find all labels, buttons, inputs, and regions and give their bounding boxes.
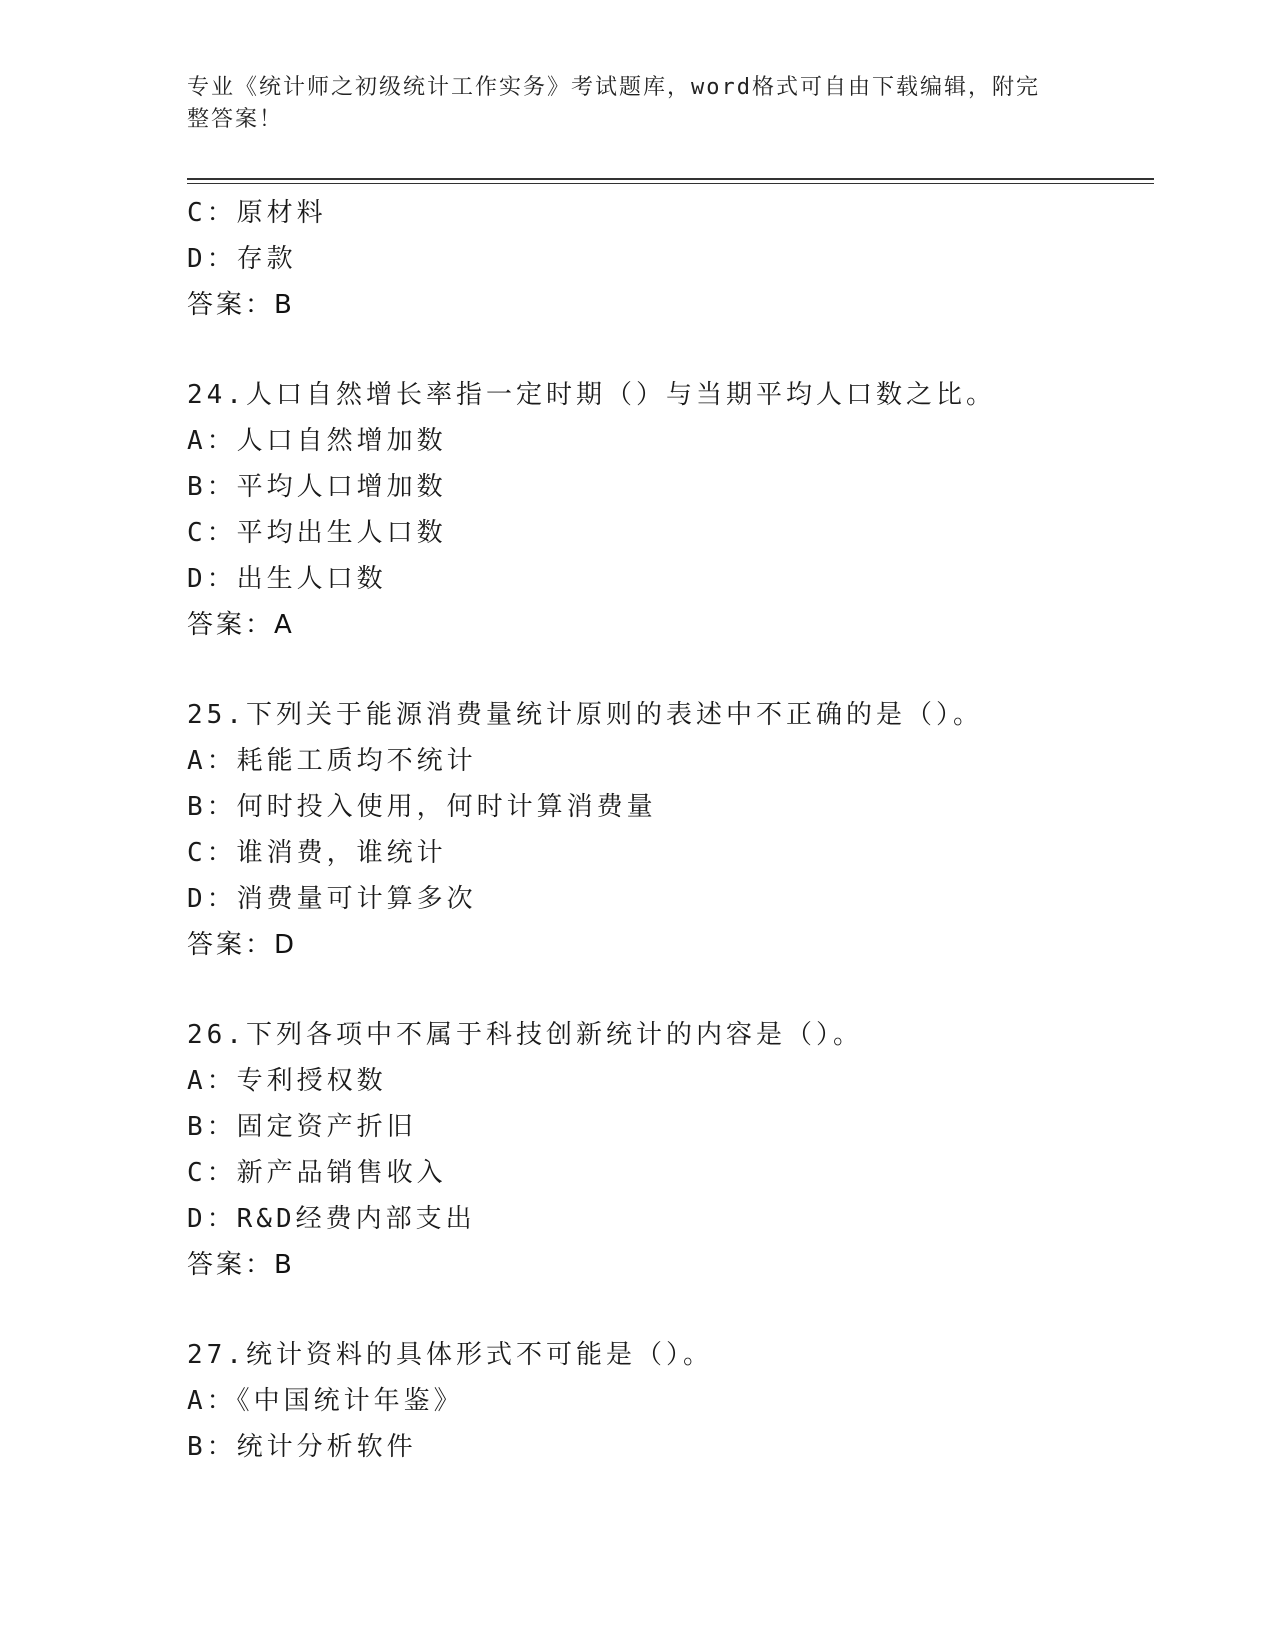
question-24 (187, 372, 1154, 648)
question-26 (187, 1012, 1154, 1288)
option-d: D：消费量可计算多次 (187, 884, 477, 914)
answer-line: 答案：B (187, 1250, 295, 1280)
option-b: B：固定资产折旧 (187, 1112, 417, 1142)
question-text: 27.统计资料的具体形式不可能是（）。 (187, 1340, 713, 1370)
option-d: D：出生人口数 (187, 564, 387, 594)
question-text: 26.下列各项中不属于科技创新统计的内容是（）。 (187, 1020, 863, 1050)
header-divider (187, 178, 1154, 180)
option-b: B：何时投入使用，何时计算消费量 (187, 792, 657, 822)
spacer (187, 648, 1154, 692)
page-header (187, 72, 1067, 136)
answer-line: 答案：B (187, 290, 295, 320)
option-c: C：原材料 (187, 198, 327, 228)
answer-line: 答案：A (187, 610, 295, 640)
question-text: 25.下列关于能源消费量统计原则的表述中不正确的是（）。 (187, 700, 983, 730)
option-a: A：《中国统计年鉴》 (187, 1386, 464, 1416)
spacer (187, 1288, 1154, 1332)
header-line-2: 整答案！ (187, 107, 284, 132)
option-b: B：平均人口增加数 (187, 472, 447, 502)
partial-question (187, 190, 1154, 328)
option-a: A：人口自然增加数 (187, 426, 447, 456)
question-list (187, 190, 1154, 1470)
option-a: A：专利授权数 (187, 1066, 387, 1096)
spacer (187, 968, 1154, 1012)
spacer (187, 328, 1154, 372)
option-c: C：新产品销售收入 (187, 1158, 447, 1188)
header-divider-thin (187, 183, 1154, 184)
option-b: B：统计分析软件 (187, 1432, 417, 1462)
option-a: A：耗能工质均不统计 (187, 746, 477, 776)
option-c: C：谁消费，谁统计 (187, 838, 447, 868)
option-c: C：平均出生人口数 (187, 518, 447, 548)
question-25 (187, 692, 1154, 968)
question-text: 24.人口自然增长率指一定时期（）与当期平均人口数之比。 (187, 380, 996, 410)
question-27 (187, 1332, 1154, 1470)
option-d: D：存款 (187, 244, 297, 274)
answer-line: 答案：D (187, 930, 298, 960)
option-d: D：R&D经费内部支出 (187, 1204, 476, 1234)
header-line-1: 专业《统计师之初级统计工作实务》考试题库，word格式可自由下载编辑，附完 (187, 75, 1040, 100)
